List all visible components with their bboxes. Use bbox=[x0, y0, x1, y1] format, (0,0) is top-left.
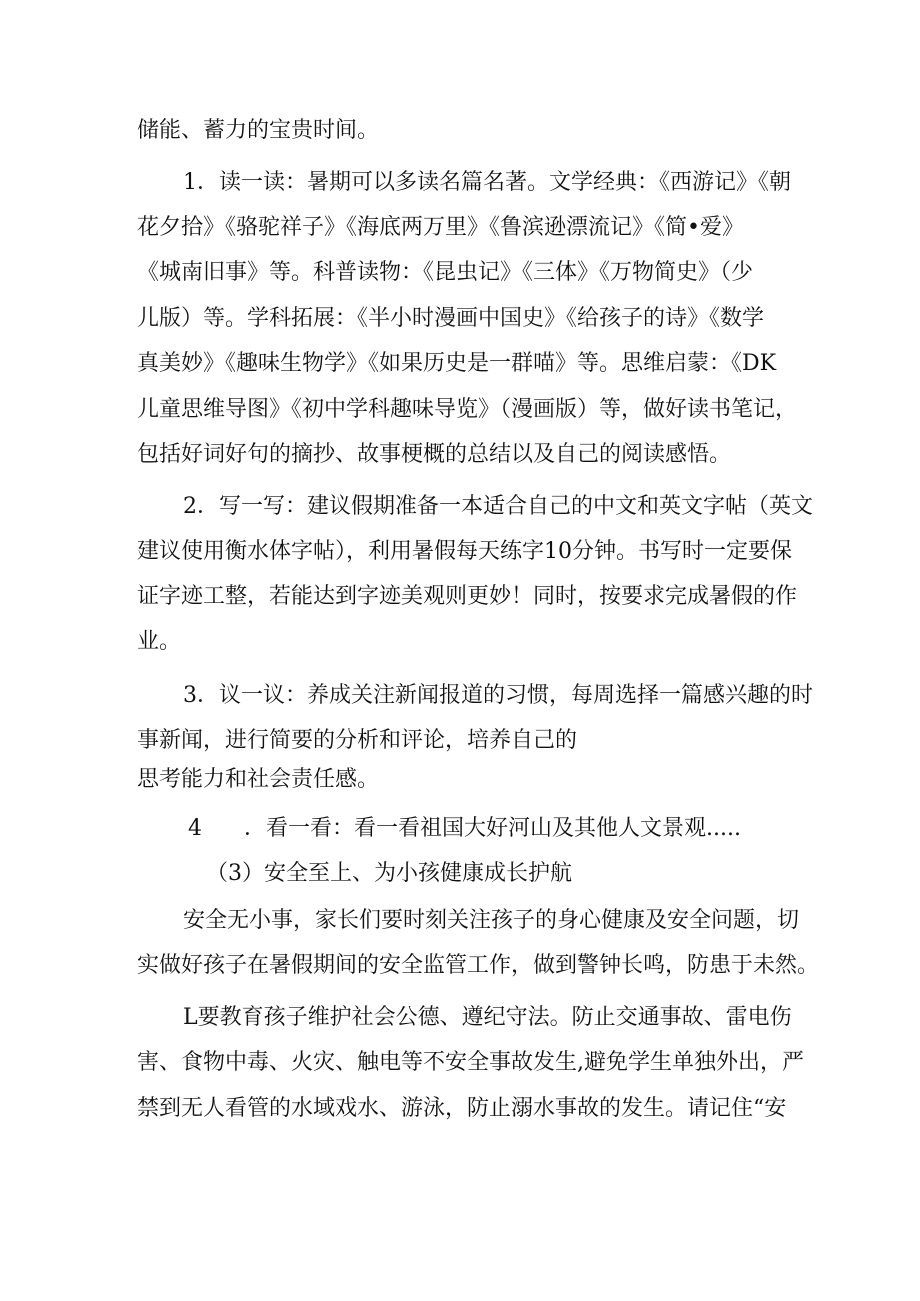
item-4-number: 4 bbox=[188, 816, 202, 841]
item-1-reading-line: 真美妙》《趣味生物学》《如果历史是一群喵》等。思维启蒙：《DK bbox=[137, 351, 777, 376]
item-1-reading-line: 儿童思维导图》《初中学科趣味导览》（漫画版）等，做好读书笔记， bbox=[137, 397, 798, 422]
item-3-discussion-line: 事新闻，进行简要的分析和评论，培养自己的 bbox=[137, 728, 578, 753]
item-4-viewing-line: ．看一看：看一看祖国大好河山及其他人文景观..... bbox=[244, 816, 741, 841]
paragraph-continuation-line: 储能、蓄力的宝贵时间。 bbox=[137, 118, 380, 143]
item-3-discussion-line: 思考能力和社会责任感。 bbox=[137, 767, 380, 792]
item-2-writing-line: 建议使用衡水体字帖），利用暑假每天练字10分钟。书写时一定要保 bbox=[137, 539, 792, 564]
item-2-writing-line: 证字迹工整，若能达到字迹美观则更妙！同时，按要求完成暑假的作 bbox=[137, 584, 798, 609]
item-1-reading-line: 1．读一读：暑期可以多读名篇名著。文学经典：《西游记》《朝 bbox=[183, 170, 791, 195]
safety-rules-line: 害、食物中毒、火灾、触电等不安全事故发生,避免学生单独外出，严 bbox=[137, 1050, 804, 1075]
item-1-reading-line: 儿版）等。学科拓展：《半小时漫画中国史》《给孩子的诗》《数学 bbox=[137, 306, 765, 331]
item-1-reading-line: 花夕拾》《骆驼祥子》《海底两万里》《鲁滨逊漂流记》《简•爱》 bbox=[137, 215, 744, 240]
safety-paragraph-line: 实做好孩子在暑假期间的安全监管工作，做到警钟长鸣，防患于未然。 bbox=[137, 953, 820, 978]
safety-rules-line: L要教育孩子维护社会公德、遵纪守法。防止交通事故、雷电伤 bbox=[183, 1005, 792, 1030]
item-3-discussion-line: 3．议一议：养成关注新闻报道的习惯，每周选择一篇感兴趣的时 bbox=[183, 683, 813, 708]
safety-paragraph-line: 安全无小事，家长们要时刻关注孩子的身心健康及安全问题，切 bbox=[183, 908, 800, 933]
section-3-heading: （3）安全至上、为小孩健康成长护航 bbox=[206, 861, 572, 886]
item-2-writing-line: 2．写一写：建议假期准备一本适合自己的中文和英文字帖（英文 bbox=[183, 494, 813, 519]
item-1-reading-line: 《城南旧事》等。科普读物：《昆虫记》《三体》《万物简史》（少 bbox=[137, 260, 754, 285]
item-2-writing-line: 业。 bbox=[137, 629, 182, 654]
item-1-reading-line: 包括好词好句的摘抄、故事梗概的总结以及自己的阅读感悟。 bbox=[137, 442, 732, 467]
safety-rules-line: 禁到无人看管的水域戏水、游泳，防止溺水事故的发生。请记住“安 bbox=[137, 1096, 787, 1121]
